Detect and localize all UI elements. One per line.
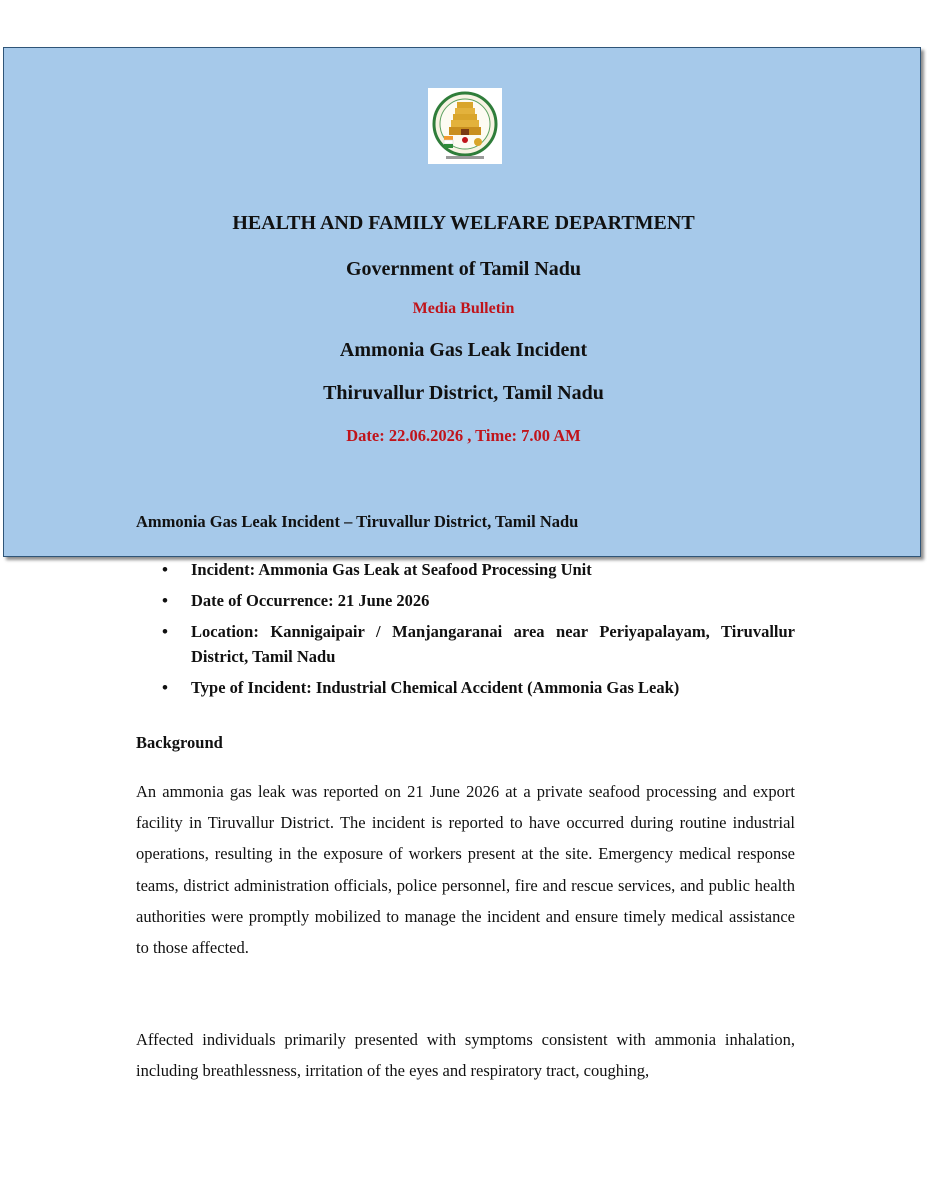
summary-heading: Ammonia Gas Leak Incident – Tiruvallur District, Tamil Nadu <box>136 512 579 531</box>
list-item: • Incident: Ammonia Gas Leak at Seafood Processing Unit <box>136 557 795 582</box>
tamil-nadu-emblem-icon <box>428 88 502 164</box>
department-title: HEALTH AND FAMILY WELFARE DEPARTMENT <box>232 212 695 234</box>
background-heading: Background <box>136 733 223 752</box>
list-item: • Date of Occurrence: 21 June 2026 <box>136 588 795 613</box>
incident-summary-list <box>136 557 795 706</box>
list-item: • Type of Incident: Industrial Chemical Accident (Ammonia Gas Leak) <box>136 675 795 700</box>
government-title: Government of Tamil Nadu <box>345 258 582 280</box>
incident-title: Ammonia Gas Leak Incident <box>339 339 588 361</box>
list-item: • Location: Kannigaipair / Manjangaranai area near Periyapalayam, Tiruvallur District, Tamil Nadu <box>136 619 795 669</box>
background-paragraph-1: An ammonia gas leak was reported on 21 June 2026 at a private seafood processing and export facility in Tiruvallur District. The incident is reported to have occurred during routine industrial operations, resulting in the exposure of workers present at the site. Emergency medical response teams, district administration officials, police personnel, fire and rescue services, and public health authorities were promptly mobilized to manage the incident and ensure timely medical assistance to those affected. <box>136 782 795 958</box>
district-title: Thiruvallur District, Tamil Nadu <box>323 382 604 404</box>
media-bulletin-label: Media Bulletin <box>412 300 515 317</box>
bulletin-date-time: Date: 22.06.2026 , Time: 7.00 AM <box>346 426 581 445</box>
background-paragraph-2: Affected individuals primarily presented with symptoms consistent with ammonia inhalation, including breathlessness, irritation of the eyes and respiratory tract, coughing, <box>136 1030 795 1081</box>
